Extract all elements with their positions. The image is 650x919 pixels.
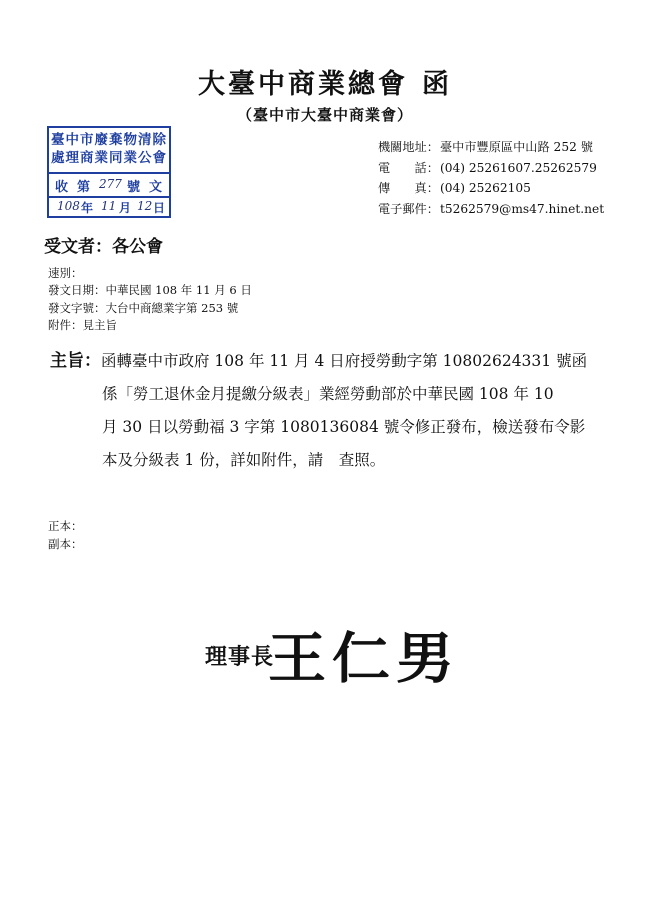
recipient-value: 各公會 (112, 237, 163, 257)
address-value: 臺中市豐原區中山路 252 號 (440, 140, 593, 154)
address-label: 機關地址： (378, 140, 439, 154)
stamp-recv-type: 文 (149, 180, 163, 195)
date-value: 中華民國 108 年 11 月 6 日 (105, 283, 252, 298)
stamp-num-label: 第 (77, 180, 91, 195)
contact-phone (378, 158, 604, 179)
stamp-date-day: 12 (137, 199, 153, 213)
stamp-receipt-row (49, 172, 169, 198)
chairman-title: 理事長 (205, 645, 275, 670)
stamp-date-year-unit: 年 (81, 201, 94, 215)
copies-block (48, 517, 83, 553)
email-value: t5262579@ms47.hinet.net (440, 201, 605, 216)
stamp-org-line2: 處理商業同業公會 (51, 150, 167, 166)
fax-label: 傳 真： (378, 181, 439, 195)
subject-label: 主旨： (50, 351, 101, 371)
org-name: 大臺中商業總會 (198, 69, 408, 100)
meta-date (48, 282, 252, 299)
stamp-recv-suffix: 號 (127, 180, 141, 195)
chairman-signature: 王仁男 (268, 626, 461, 692)
stamp-date-day-unit: 日 (153, 201, 166, 215)
subject-line-1 (50, 345, 610, 378)
page-title (0, 62, 650, 101)
date-label: 發文日期： (48, 283, 106, 298)
recipient-label: 受文者： (44, 237, 112, 257)
stamp-date-year: 108 (57, 199, 80, 213)
meta-attach (48, 317, 252, 334)
stamp-org-line1: 臺中市廢棄物清除 (51, 132, 167, 148)
subject-text-1: 函轉臺中市政府 108 年 11 月 4 日府授勞動字第 10802624331 號函 (101, 352, 588, 370)
fax-value: (04) 25262105 (440, 181, 531, 195)
subject-block (50, 345, 610, 477)
contact-address (378, 137, 604, 158)
attach-label: 附件： (48, 318, 83, 333)
contact-info (378, 137, 604, 219)
doc-no-label: 發文字號： (48, 300, 106, 315)
attach-value: 見主旨 (82, 318, 117, 333)
stamp-recv-number: 277 (99, 177, 122, 191)
speed-label: 速別： (48, 266, 83, 280)
meta-doc-no (48, 300, 252, 317)
doc-type: 函 (422, 69, 452, 100)
stamp-recv-label: 收 (55, 180, 69, 195)
main-copy-label: 正本： (48, 519, 83, 533)
meta-speed (48, 265, 252, 282)
stamp-org (49, 131, 169, 167)
stamp-date-row (49, 196, 169, 218)
phone-value: (04) 25261607.25262579 (440, 160, 597, 175)
doc-no-value: 大台中商總業字第 253 號 (105, 300, 239, 315)
subject-line-3: 月 30 日以勞動福 3 字第 1080136084 號令修正發布，檢送發布令影 (102, 418, 586, 436)
contact-email (378, 199, 604, 220)
subject-line-2: 係「勞工退休金月提繳分級表」業經勞動部於中華民國 108 年 10 (102, 385, 554, 403)
subject-line-4: 本及分級表 1 份，詳如附件，請 查照。 (102, 451, 386, 469)
stamp-date-month: 11 (101, 199, 117, 213)
phone-label: 電 話： (378, 160, 439, 175)
document-meta (48, 265, 252, 335)
page-subtitle: （臺中市大臺中商業會） (236, 106, 413, 124)
email-label: 電子郵件： (378, 201, 439, 216)
cc-copy-label: 副本： (48, 537, 83, 551)
receipt-stamp (47, 126, 171, 218)
stamp-date-month-unit: 月 (119, 201, 132, 215)
recipient (44, 232, 163, 257)
contact-fax (378, 178, 604, 199)
